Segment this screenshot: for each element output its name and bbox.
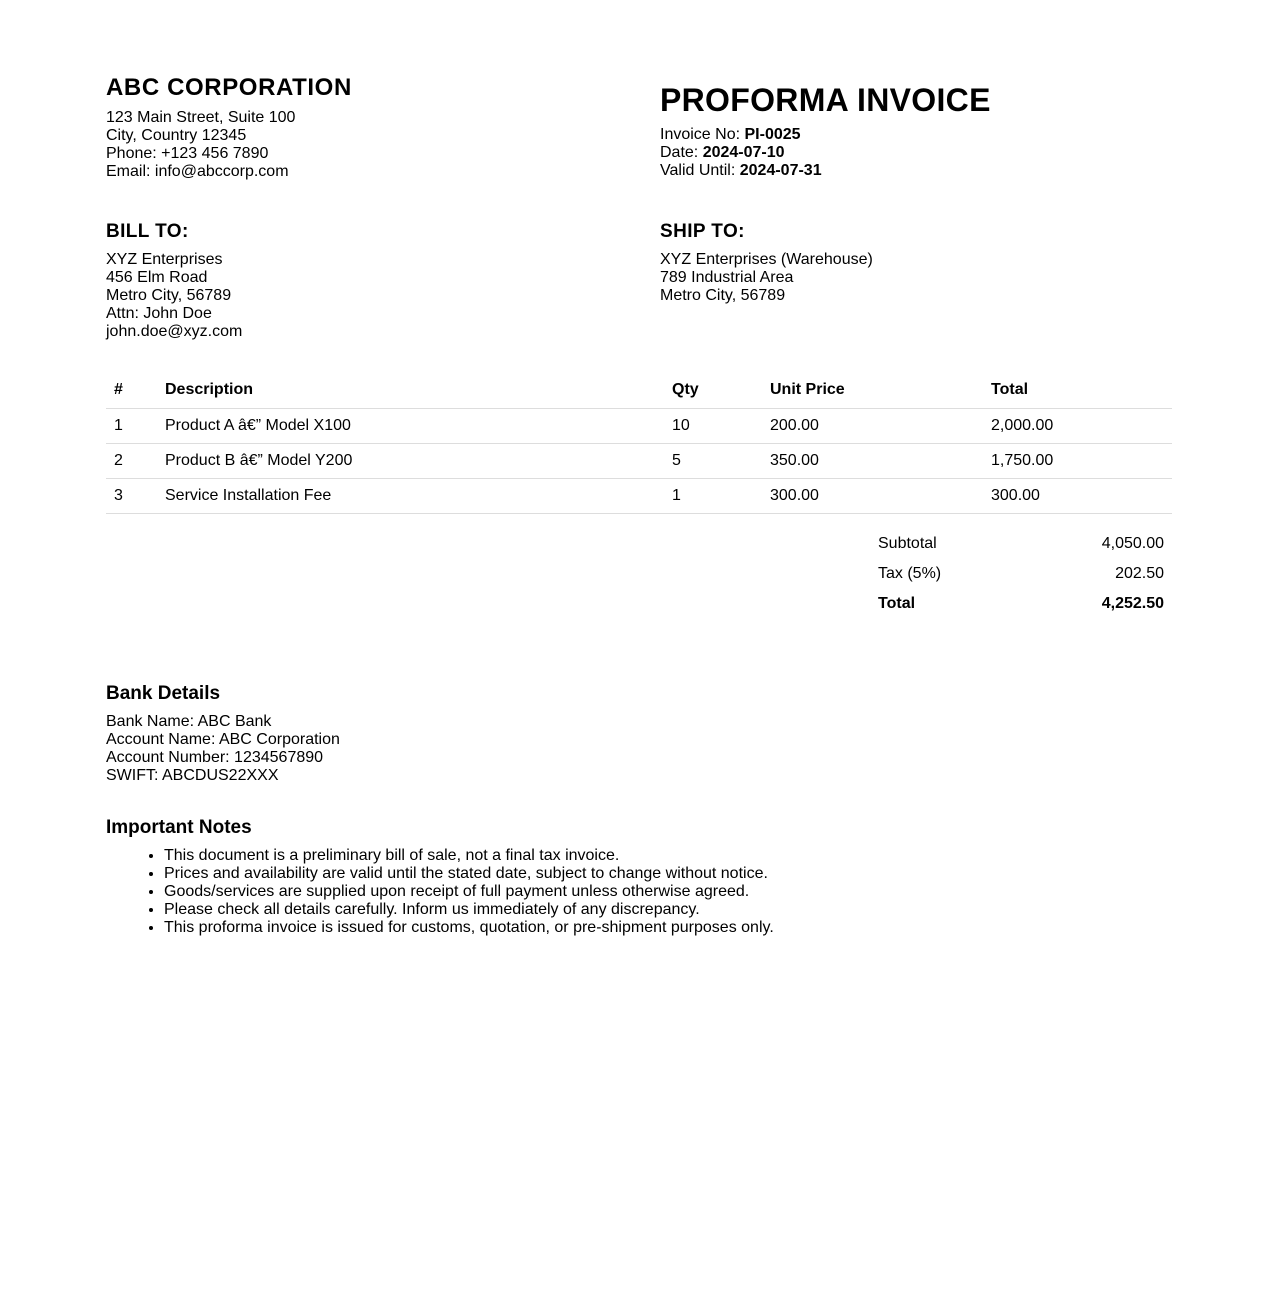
bill-to-line: 456 Elm Road	[106, 269, 208, 286]
list-item: • This document is a preliminary bill of sale, not a final tax invoice.	[164, 847, 774, 865]
invoice-valid-label: Valid Until:	[660, 162, 736, 179]
grand-total-row	[870, 589, 1172, 619]
bank-detail-line: Account Name: ABC Corporation	[106, 731, 340, 748]
item-total: 1,750.00	[983, 443, 1172, 478]
column-header-total: Total	[983, 373, 1172, 408]
invoice-number: PI-0025	[744, 126, 801, 143]
company-address-line-1: 123 Main Street, Suite 100	[106, 109, 296, 126]
grand-total-label: Total	[878, 595, 916, 612]
invoice-date-label: Date:	[660, 144, 699, 161]
ship-to-heading: SHIP TO:	[660, 221, 745, 242]
column-header-description: Description	[157, 373, 664, 408]
grand-total-amount: 4,252.50	[1101, 595, 1164, 612]
items-header-row	[106, 373, 1172, 408]
invoice-valid-row	[660, 162, 822, 180]
invoice-number-label: Invoice No:	[660, 126, 741, 143]
item-number: 1	[106, 408, 157, 443]
invoice-meta	[660, 126, 822, 180]
company-address-block	[106, 109, 295, 181]
item-description: Product B â€” Model Y200	[157, 443, 664, 478]
bill-to-line: Attn: John Doe	[106, 305, 212, 322]
bill-to-line: john.doe@xyz.com	[106, 323, 243, 340]
ship-to-line: 789 Industrial Area	[660, 269, 794, 286]
subtotal-label: Subtotal	[878, 535, 937, 552]
item-number: 3	[106, 478, 157, 513]
item-unit-price: 200.00	[762, 408, 983, 443]
item-description: Service Installation Fee	[157, 478, 664, 513]
tax-label: Tax (5%)	[878, 565, 942, 582]
bank-detail-line: SWIFT: ABCDUS22XXX	[106, 767, 279, 784]
company-address-line-2: City, Country 12345	[106, 127, 247, 144]
tax-amount: 202.50	[1115, 565, 1164, 582]
bank-detail-line: Account Number: 1234567890	[106, 749, 324, 766]
tax-row	[870, 559, 1172, 589]
item-description: Product A â€” Model X100	[157, 408, 664, 443]
totals-table	[870, 529, 1172, 619]
bill-to-block	[106, 251, 242, 341]
item-unit-price: 350.00	[762, 443, 983, 478]
ship-to-line: XYZ Enterprises (Warehouse)	[660, 251, 873, 268]
company-email: Email: info@abccorp.com	[106, 163, 289, 180]
bill-to-line: XYZ Enterprises	[106, 251, 223, 268]
list-item: • This proforma invoice is issued for customs, quotation, or pre-shipment purposes only.	[164, 919, 774, 937]
important-notes-heading: Important Notes	[106, 817, 252, 838]
column-header-unit-price: Unit Price	[762, 373, 983, 408]
item-qty: 5	[664, 443, 762, 478]
bill-to-heading: BILL TO:	[106, 221, 189, 242]
bank-details-heading: Bank Details	[106, 683, 221, 704]
item-total: 300.00	[983, 478, 1172, 513]
subtotal-row	[870, 529, 1172, 559]
ship-to-line: Metro City, 56789	[660, 287, 786, 304]
items-table	[106, 373, 1172, 514]
item-number: 2	[106, 443, 157, 478]
bank-detail-line: Bank Name: ABC Bank	[106, 713, 272, 730]
column-header-qty: Qty	[664, 373, 762, 408]
invoice-valid-until: 2024-07-31	[739, 162, 822, 179]
company-phone: Phone: +123 456 7890	[106, 145, 269, 162]
item-qty: 1	[664, 478, 762, 513]
item-unit-price: 300.00	[762, 478, 983, 513]
bill-to-line: Metro City, 56789	[106, 287, 232, 304]
item-qty: 10	[664, 408, 762, 443]
list-item: • Please check all details carefully. Inform us immediately of any discrepancy.	[164, 901, 774, 919]
invoice-date-row	[660, 144, 822, 162]
list-item: • Prices and availability are valid until the stated date, subject to change without notice.	[164, 865, 774, 883]
subtotal-amount: 4,050.00	[1101, 535, 1164, 552]
item-total: 2,000.00	[983, 408, 1172, 443]
ship-to-block	[660, 251, 873, 305]
table-row	[106, 478, 1172, 513]
table-row	[106, 443, 1172, 478]
invoice-title: PROFORMA INVOICE	[660, 82, 991, 118]
column-header-number: #	[106, 373, 157, 408]
list-item: • Goods/services are supplied upon receipt of full payment unless otherwise agreed.	[164, 883, 774, 901]
important-notes-list	[164, 847, 774, 937]
company-name: ABC CORPORATION	[106, 74, 352, 101]
invoice-date: 2024-07-10	[702, 144, 785, 161]
bank-details-block	[106, 713, 340, 785]
table-row	[106, 408, 1172, 443]
invoice-number-row	[660, 126, 822, 144]
